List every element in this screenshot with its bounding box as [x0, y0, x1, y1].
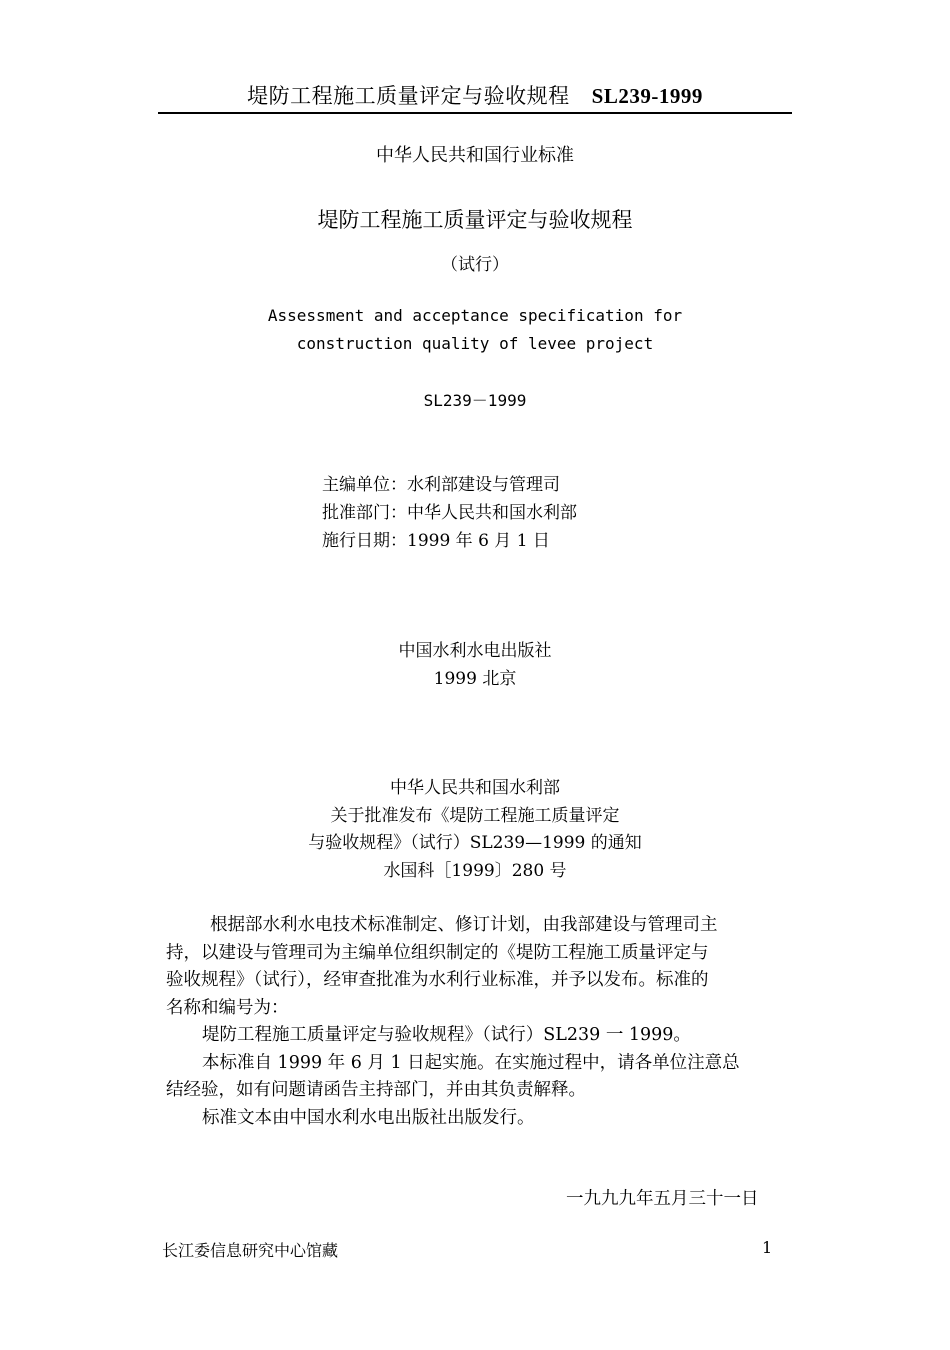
standard-line: 中华人民共和国行业标准 — [376, 145, 574, 166]
header-rule — [158, 112, 792, 114]
approving-department: 批准部门：中华人民共和国水利部 — [322, 503, 577, 523]
body-paragraph-line: 标准文本由中国水利水电出版社出版发行。 — [202, 1108, 535, 1128]
running-header — [0, 80, 950, 110]
header-code: SL239-1999 — [591, 84, 703, 108]
signature-date: 一九九九年五月三十一日 — [566, 1189, 759, 1209]
body-paragraph-line: 验收规程》（试行），经审查批准为水利行业标准，并予以发布。标准的 — [166, 970, 709, 990]
footer-collection-note: 长江委信息研究中心馆藏 — [162, 1241, 339, 1260]
publisher-year-city: 1999 北京 — [433, 669, 517, 689]
body-paragraph-line: 堤防工程施工质量评定与验收规程》（试行）SL239 一 1999。 — [202, 1025, 691, 1045]
page-number: 1 — [762, 1238, 773, 1257]
body-paragraph-line: 名称和编号为： — [166, 998, 289, 1018]
standard-code: SL239－1999 — [423, 391, 527, 410]
publisher-name: 中国水利水电出版社 — [398, 641, 552, 661]
body-paragraph-line: 结经验，如有问题请函告主持部门，并由其负责解释。 — [166, 1080, 586, 1100]
english-title-line1: Assessment and acceptance specification for — [267, 306, 683, 325]
trial-label: （试行） — [441, 255, 509, 275]
body-paragraph-line: 本标准自 1999 年 6 月 1 日起实施。在实施过程中，请各单位注意总 — [202, 1053, 740, 1073]
body-paragraph-line: 持，以建设与管理司为主编单位组织制定的《堤防工程施工质量评定与 — [166, 943, 709, 963]
english-title-line2: construction quality of levee project — [296, 334, 654, 353]
notice-title-line2: 与验收规程》（试行）SL239—1999 的通知 — [308, 833, 642, 853]
body-paragraph-line: 根据部水利水电技术标准制定、修订计划，由我部建设与管理司主 — [210, 915, 718, 935]
editor-unit: 主编单位：水利部建设与管理司 — [322, 475, 560, 495]
header-title: 堤防工程施工质量评定与验收规程 — [247, 84, 570, 108]
effective-date: 施行日期：1999 年 6 月 1 日 — [322, 531, 550, 551]
notice-number: 水国科［1999〕280 号 — [383, 861, 567, 881]
document-title: 堤防工程施工质量评定与验收规程 — [317, 208, 633, 232]
notice-issuer: 中华人民共和国水利部 — [390, 778, 560, 798]
notice-title-line1: 关于批准发布《堤防工程施工质量评定 — [330, 806, 620, 826]
